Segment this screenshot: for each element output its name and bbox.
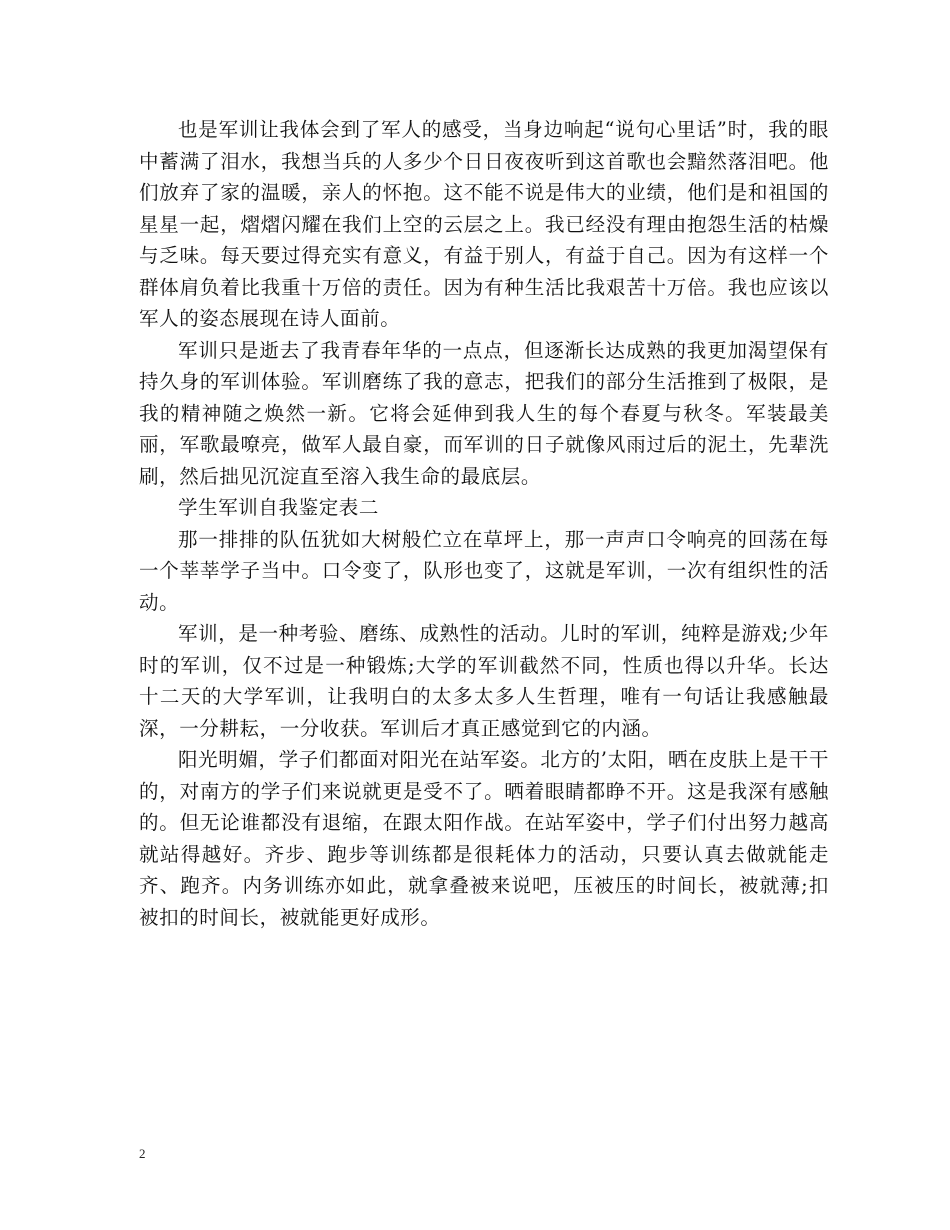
paragraph-2: 军训只是逝去了我青春年华的一点点，但逐渐长达成熟的我更加渴望保有持久身的军训体验。军训磨练了我的意志，把我们的部分生活推到了极限，是我的精神随之焕然一新。它将会延伸到我人生的每个春夏与秋冬。军装最美丽，军歌最嘹亮，做军人最自豪，而军训的日子就像风雨过后的泥土，先辈洗刷，然后拙见沉淀直至溶入我生命的最底层。 <box>139 338 829 488</box>
document-body <box>139 114 829 933</box>
paragraph-4: 军训，是一种考验、磨练、成熟性的活动。儿时的军训，纯粹是游戏;少年时的军训，仅不过是一种锻炼;大学的军训截然不同，性质也得以升华。长达十二天的大学军训，让我明白的太多太多人生哲理，唯有一句话让我感触最深，一分耕耘，一分收获。军训后才真正感觉到它的内涵。 <box>139 622 829 740</box>
paragraph-5: 阳光明媚，学子们都面对阳光在站军姿。北方的’太阳，晒在皮肤上是干干的，对南方的学子们来说就更是受不了。晒着眼睛都睁不开。这是我深有感触的。但无论谁都没有退缩，在跟太阳作战。在站军姿中，学子们付出努力越高就站得越好。齐步、跑步等训练都是很耗体力的活动，只要认真去做就能走齐、跑齐。内务训练亦如此，就拿叠被来说吧，压被压的时间长，被就薄;扣被扣的时间长，被就能更好成形。 <box>139 748 829 929</box>
page-number: 2 <box>139 1146 146 1161</box>
section-heading: 学生军训自我鉴定表二 <box>178 496 380 519</box>
paragraph-3: 那一排排的队伍犹如大树般伫立在草坪上，那一声声口令响亮的回荡在每一个莘莘学子当中。口令变了，队形也变了，这就是军训，一次有组织性的活动。 <box>139 527 829 614</box>
paragraph-1: 也是军训让我体会到了军人的感受，当身边响起“说句心里话”时，我的眼中蓄满了泪水，我想当兵的人多少个日日夜夜听到这首歌也会黯然落泪吧。他们放弃了家的温暖，亲人的怀抱。这不能不说是伟大的业绩，他们是和祖国的星星一起，熠熠闪耀在我们上空的云层之上。我已经没有理由抱怨生活的枯燥与乏味。每天要过得充实有意义，有益于别人，有益于自己。因为有这样一个群体肩负着比我重十万倍的责任。因为有种生活比我艰苦十万倍。我也应该以军人的姿态展现在诗人面前。 <box>139 118 829 330</box>
